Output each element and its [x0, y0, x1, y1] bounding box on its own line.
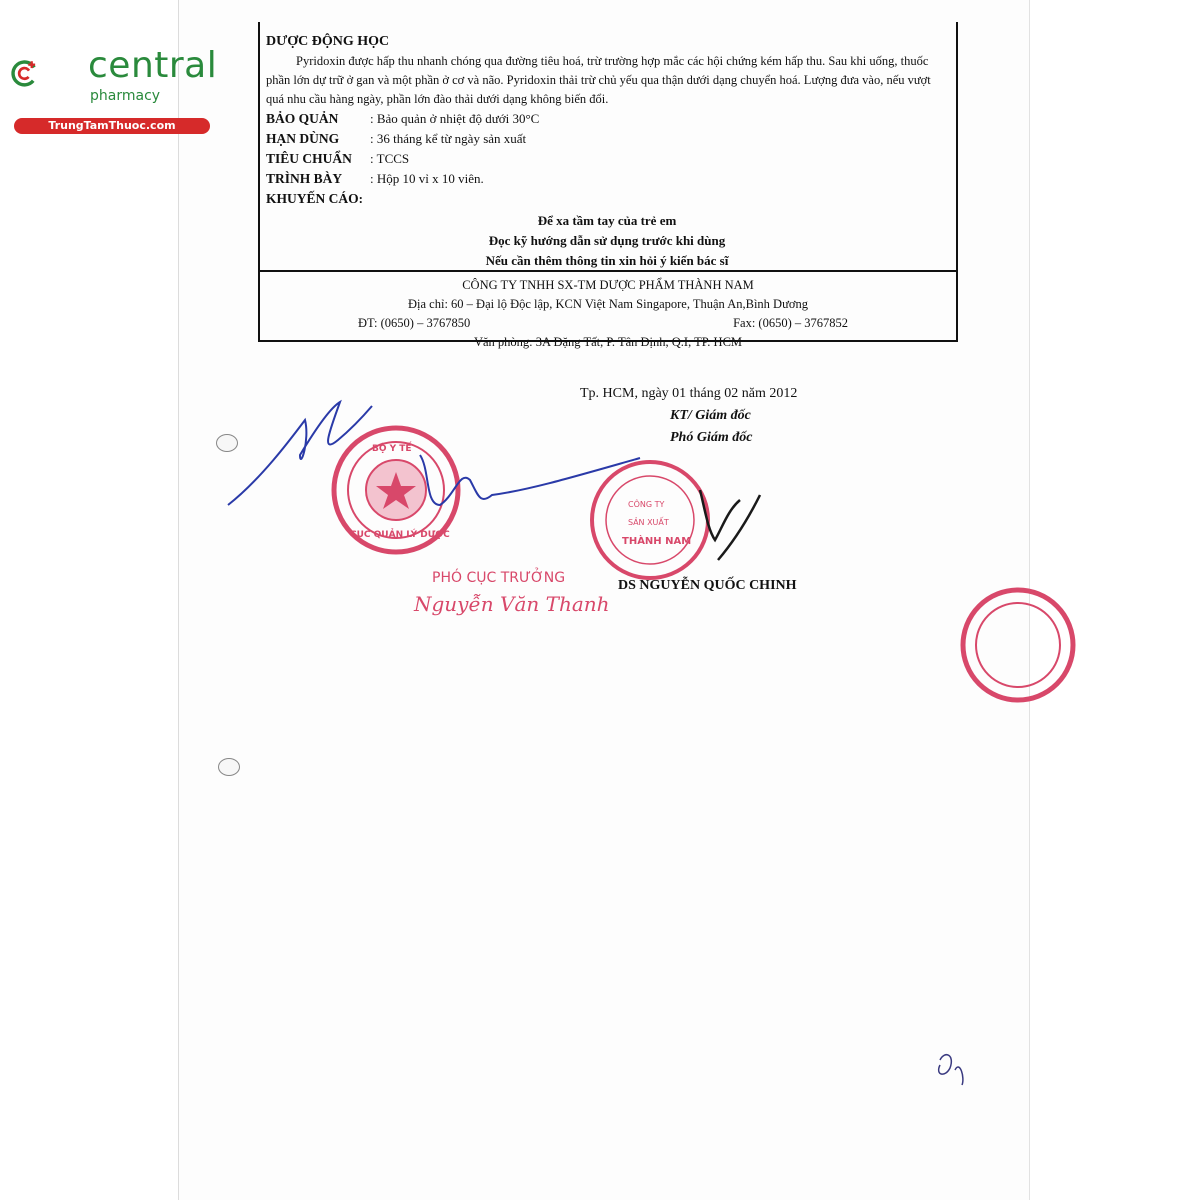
field-label: TRÌNH BÀY: [266, 171, 343, 186]
pharmacokinetics-title: DƯỢC ĐỘNG HỌC: [266, 34, 390, 49]
field-value: : 36 tháng kể từ ngày sản xuất: [370, 131, 527, 146]
company-office: Văn phòng: 3A Đặng Tất, P. Tân Định, Q.I, TP. HCM: [473, 335, 743, 349]
brand-name: central: [88, 45, 218, 86]
date-line: Tp. HCM, ngày 01 tháng 02 năm 2012: [580, 386, 798, 401]
company-fax: Fax: (0650) – 3767852: [733, 316, 848, 330]
stamp-right-line-2: SẢN XUẤT: [628, 518, 669, 527]
role-line-2: Phó Giám đốc: [670, 430, 753, 445]
warning-line-3: Nếu cần thêm thông tin xin hỏi ý kiến bác sĩ: [485, 253, 729, 268]
field-label: TIÊU CHUẨN: [266, 151, 352, 166]
field-value: : TCCS: [370, 151, 410, 166]
right-signer-name: DS NGUYỄN QUỐC CHINH: [618, 578, 797, 593]
field-value: : Hộp 10 vỉ x 10 viên.: [370, 171, 484, 186]
signature-left-icon: [228, 402, 640, 505]
company-name: CÔNG TY TNHH SX-TM DƯỢC PHẨM THÀNH NAM: [462, 278, 754, 292]
left-signer-title: PHÓ CỤC TRƯỞNG: [432, 570, 566, 586]
company-address: Địa chỉ: 60 – Đại lộ Độc lập, KCN Việt Nam Singapore, Thuận An,Bình Dương: [408, 297, 808, 311]
field-value: : Bảo quản ở nhiệt độ dưới 30°C: [370, 111, 540, 126]
company-phone: ĐT: (0650) – 3767850: [358, 316, 471, 330]
brand-url[interactable]: TrungTamThuoc.com: [14, 118, 210, 134]
left-signer-name: Nguyễn Văn Thanh: [414, 592, 610, 616]
stamp-right-line-3: THÀNH NAM: [622, 536, 692, 547]
edge-stamp-icon: [963, 590, 1073, 700]
field-label: BẢO QUẢN: [266, 111, 339, 126]
brand-subtitle: pharmacy: [90, 88, 161, 104]
warning-line-1: Để xa tầm tay của trẻ em: [537, 213, 677, 228]
role-line-1: KT/ Giám đốc: [670, 408, 751, 423]
warning-line-2: Đọc kỹ hướng dẫn sử dụng trước khi dùng: [488, 233, 726, 248]
signature-right-icon: [700, 490, 760, 560]
stamp-right-line-1: CÔNG TY: [628, 500, 665, 509]
field-label: HẠN DÙNG: [266, 131, 340, 146]
field-label: KHUYẾN CÁO: [266, 191, 359, 206]
stamp-left-top: BỘ Y TẾ: [372, 444, 412, 454]
field-value: :: [358, 191, 363, 206]
stamp-left-bottom: CỤC QUẢN LÝ DƯỢC: [350, 530, 450, 540]
pharmacokinetics-text: Pyridoxin được hấp thu nhanh chóng qua đường tiêu hoá, trừ trường hợp mắc các hội chứng kém hấp thu. Sau khi uống, thuốc phần lớn dự trữ ở gan và một phần ở cơ và não. Pyridoxin thải trừ chủ yếu qua thận dưới dạng chuyển hoá. Lượng đưa vào, nếu vượt quá nhu cầu hàng ngày, phần lớn đào thải dưới dạng không biến đổi.: [266, 54, 931, 106]
